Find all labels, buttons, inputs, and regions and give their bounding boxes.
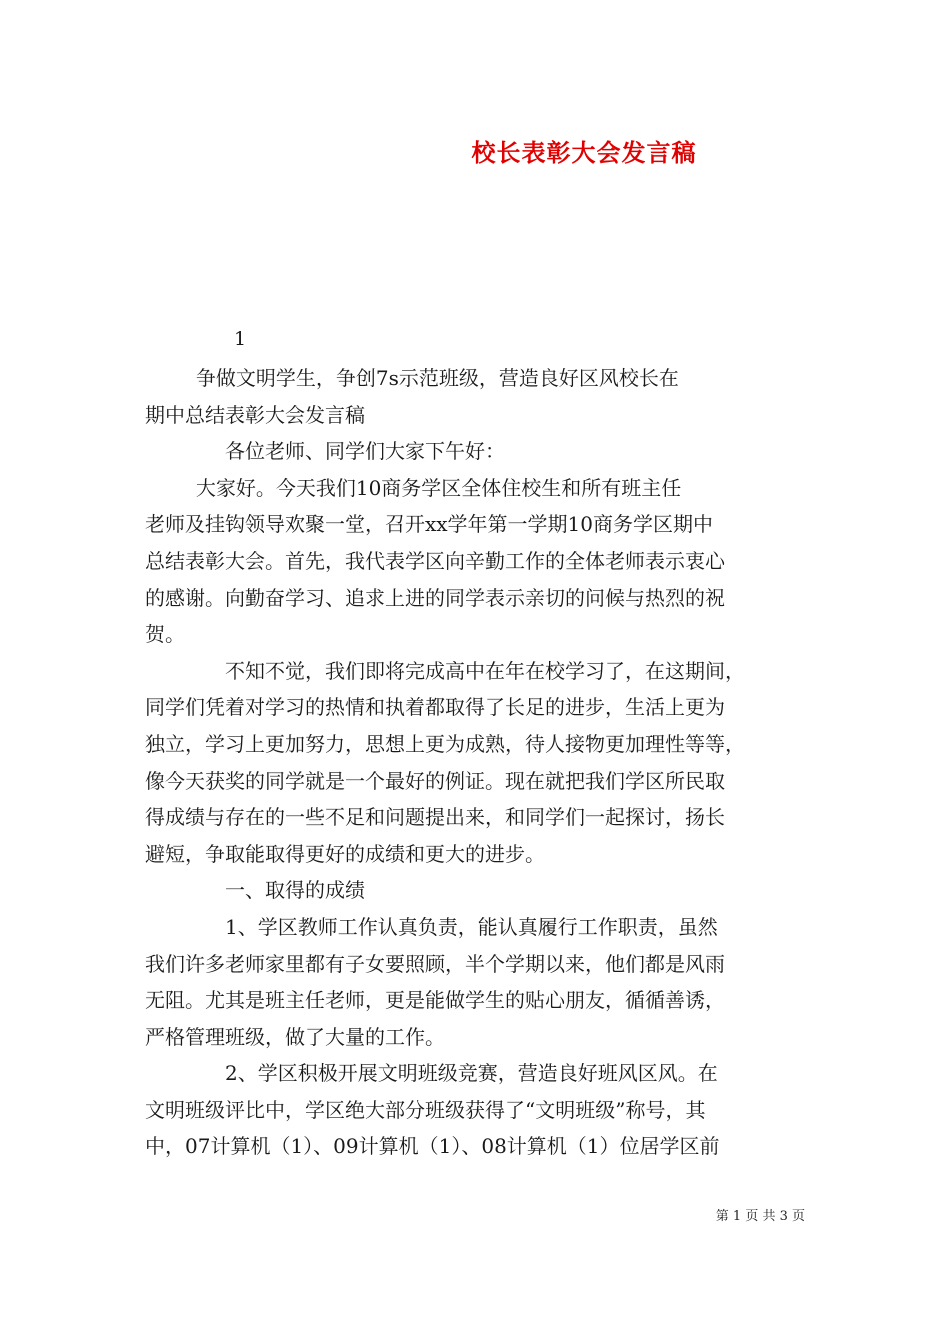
body-line: 各位老师、同学们大家下午好： bbox=[145, 439, 505, 464]
page-marker: 1 bbox=[234, 328, 247, 350]
body-line: 避短，争取能取得更好的成绩和更大的进步。 bbox=[145, 841, 545, 866]
page-footer: 第 1 页 共 3 页 bbox=[715, 1209, 805, 1224]
body-line: 得成绩与存在的一些不足和问题提出来，和同学们一起探讨，扬长 bbox=[145, 805, 725, 830]
body-line: 文明班级评比中，学区绝大部分班级获得了“文明班级”称号，其 bbox=[145, 1097, 706, 1122]
body-line: 大家好。今天我们10商务学区全体住校生和所有班主任 bbox=[145, 475, 682, 500]
body-line: 贺。 bbox=[145, 622, 185, 647]
body-line: 不知不觉，我们即将完成高中在年在校学习了，在这期间， bbox=[145, 658, 745, 683]
body-line: 期中总结表彰大会发言稿 bbox=[145, 402, 365, 427]
body-line: 总结表彰大会。首先，我代表学区向辛勤工作的全体老师表示衷心 bbox=[145, 548, 725, 573]
document-title: 校长表彰大会发言稿 bbox=[471, 138, 697, 167]
body-line: 的感谢。向勤奋学习、追求上进的同学表示亲切的问候与热烈的祝 bbox=[145, 585, 725, 610]
body-line: 无阻。尤其是班主任老师，更是能做学生的贴心朋友，循循善诱， bbox=[145, 988, 725, 1013]
body-line: 独立，学习上更加努力，思想上更为成熟，待人接物更加理性等等， bbox=[145, 731, 745, 756]
body-line: 2、学区积极开展文明班级竞赛，营造良好班风区风。在 bbox=[145, 1061, 718, 1086]
body-line: 中，07计算机（1）、09计算机（1）、08计算机（1）位居学区前 bbox=[145, 1134, 720, 1159]
body-line: 争做文明学生，争创7s示范班级，营造良好区风校长在 bbox=[145, 366, 679, 390]
body-line: 像今天获奖的同学就是一个最好的例证。现在就把我们学区所民取 bbox=[145, 768, 725, 793]
body-line: 严格管理班级，做了大量的工作。 bbox=[145, 1024, 445, 1049]
body-line: 老师及挂钩领导欢聚一堂，召开xx学年第一学期10商务学区期中 bbox=[145, 512, 714, 537]
body-line: 1、学区教师工作认真负责，能认真履行工作职责，虽然 bbox=[145, 914, 718, 939]
body-line: 一、取得的成绩 bbox=[145, 878, 365, 903]
body-line: 我们许多老师家里都有子女要照顾，半个学期以来，他们都是风雨 bbox=[145, 951, 725, 976]
document-body bbox=[145, 360, 809, 1165]
body-line: 同学们凭着对学习的热情和执着都取得了长足的进步，生活上更为 bbox=[145, 695, 725, 720]
